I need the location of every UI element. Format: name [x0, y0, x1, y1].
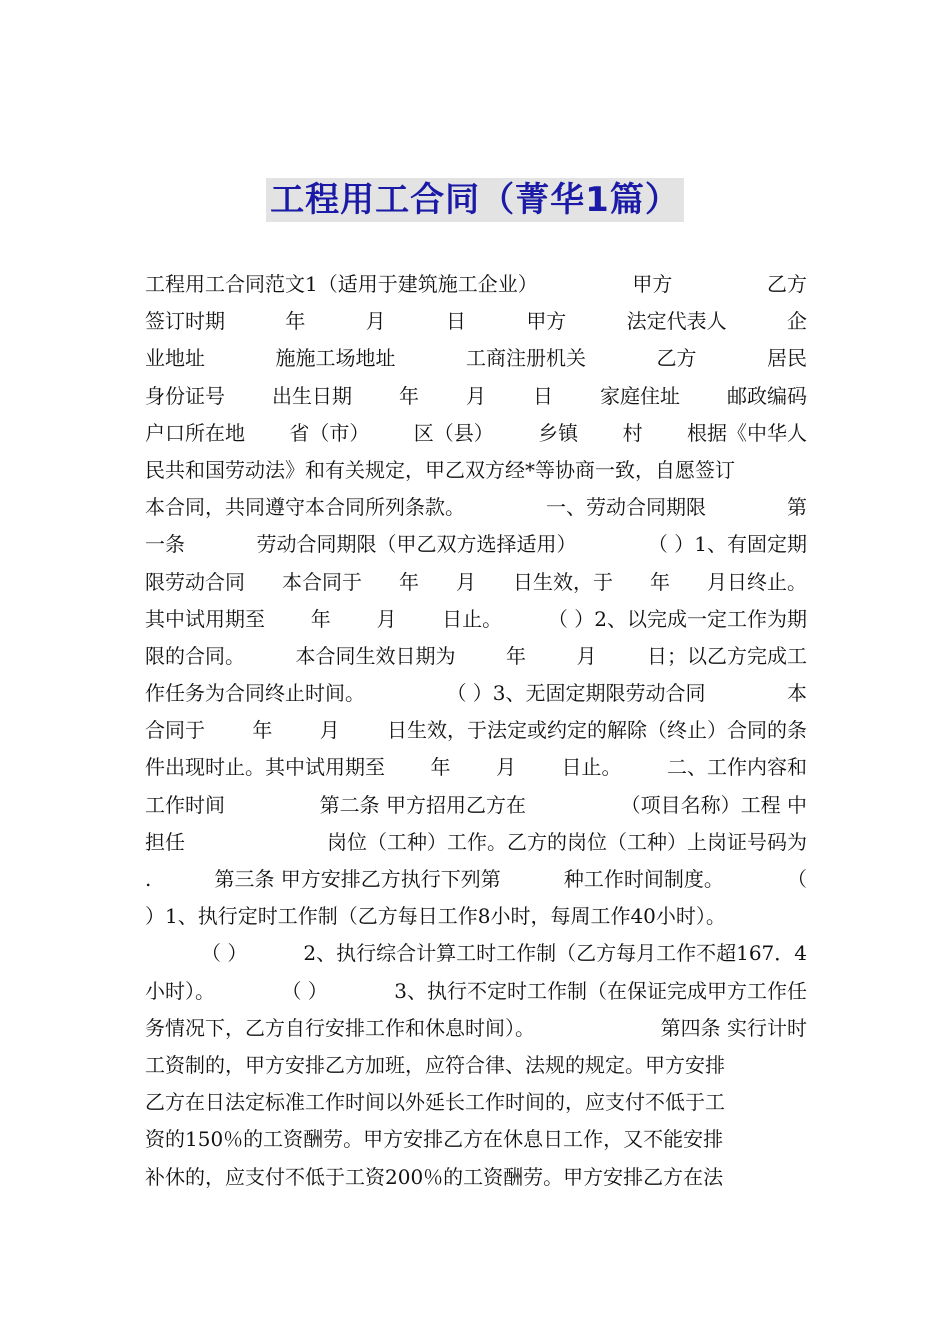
line-segment: 务情况下，乙方自行安排工作和休息时间）。	[145, 1015, 535, 1040]
line-segment: 劳动合同期限（甲乙双方选择适用）	[256, 532, 577, 557]
body-line	[145, 452, 807, 489]
body-line	[145, 415, 807, 452]
line-segment: 年	[506, 643, 526, 668]
line-segment: 日止。	[561, 755, 622, 780]
line-segment: （ ）1、有固定期	[647, 532, 807, 557]
line-segment: 甲方	[632, 272, 673, 296]
line-segment: 区（县）	[413, 420, 494, 445]
line-segment: 日；以乙方完成工	[647, 643, 807, 668]
line-segment: 签订时期	[145, 309, 225, 334]
line-segment: 乡镇	[538, 420, 579, 445]
body-line	[145, 749, 807, 786]
document-title: 工程用工合同（菁华1篇）	[266, 178, 684, 222]
body-line	[145, 340, 807, 377]
line-segment: 一、劳动合同期限	[546, 495, 706, 520]
body-line	[145, 898, 807, 935]
line-segment: 2、执行综合计算工时工作制（乙方每月工作不超167．4	[303, 941, 807, 966]
body-line	[145, 1121, 807, 1158]
body-line	[145, 1159, 807, 1196]
body-line	[145, 489, 807, 526]
body-line	[145, 787, 807, 824]
line-segment: 月	[376, 606, 397, 631]
line-segment: 乙方	[766, 272, 807, 296]
line-segment: 限的合同。	[145, 643, 245, 668]
line-segment: 工商注册机关	[466, 346, 586, 371]
body-line	[145, 861, 807, 898]
line-segment: 民共和国劳动法》和有关规定，甲乙双方经*等协商一致，自愿签订	[145, 457, 735, 482]
line-segment: 工作时间	[145, 792, 225, 817]
line-segment: 月	[365, 309, 386, 334]
line-segment: 年	[399, 383, 419, 408]
line-segment: 件出现时止。其中试用期至	[145, 755, 385, 780]
line-segment: 乙方在日法定标准工作时间以外延长工作时间的，应支付不低于工	[145, 1090, 725, 1115]
line-segment: 企	[786, 309, 807, 334]
line-segment: 日止。	[442, 606, 503, 631]
line-segment: 邮政编码	[727, 383, 807, 408]
line-segment: 身份证号	[145, 383, 225, 408]
line-segment: 作任务为合同终止时间。	[145, 681, 365, 706]
body-line	[145, 824, 807, 861]
line-segment: 月	[576, 643, 597, 668]
line-segment: 本合同于	[282, 569, 362, 594]
line-segment: 业地址	[145, 346, 205, 371]
body-line	[145, 601, 807, 638]
line-segment: 本合同生效日期为	[295, 643, 456, 668]
line-segment: 户口所在地	[145, 420, 245, 445]
body-line	[145, 675, 807, 712]
line-segment: 一条	[145, 532, 185, 557]
line-segment: 限劳动合同	[145, 569, 245, 594]
body-line	[145, 303, 807, 340]
line-segment: 工资制的，甲方安排乙方加班，应符合律、法规的规定。甲方安排	[145, 1052, 725, 1077]
body-line	[145, 935, 807, 972]
line-segment: 法定代表人	[626, 309, 727, 334]
line-segment: 根据《中华人	[686, 420, 807, 445]
line-segment: （ ）	[201, 941, 248, 966]
line-segment: 本	[787, 681, 807, 706]
body-line	[145, 564, 807, 601]
line-segment: ）1、执行定时工作制（乙方每日工作8小时，每周工作40小时）。	[145, 904, 726, 929]
line-segment: 日生效，于法定或约定的解除（终止）合同的条	[386, 718, 807, 743]
line-segment: 村	[622, 420, 643, 445]
line-segment: 月	[496, 755, 516, 780]
body-line	[145, 638, 807, 675]
line-segment: 年	[650, 569, 670, 594]
body-line	[145, 526, 807, 563]
line-segment: 担任	[145, 829, 185, 854]
line-segment: 甲方	[526, 309, 567, 334]
line-segment: 第三条 甲方安排乙方执行下列第	[214, 867, 501, 891]
line-segment: 第二条 甲方招用乙方在	[319, 792, 526, 817]
line-segment: 乙方	[656, 346, 697, 371]
line-segment: 年	[399, 569, 419, 594]
line-segment: 3、执行不定时工作制（在保证完成甲方工作任	[394, 978, 807, 1003]
document-body	[145, 266, 807, 1196]
line-segment: 资的150％的工资酬劳。甲方安排乙方在休息日工作，又不能安排	[145, 1127, 724, 1152]
line-segment: 年	[285, 309, 306, 334]
body-line	[145, 1047, 807, 1084]
line-segment: （ ）2、以完成一定工作为期	[547, 606, 807, 631]
body-line	[145, 712, 807, 749]
line-segment: 省（市）	[289, 420, 370, 445]
title-block	[0, 178, 950, 222]
line-segment: 本合同，共同遵守本合同所列条款。	[145, 495, 465, 520]
line-segment: 家庭住址	[600, 383, 680, 408]
line-segment: 二、工作内容和	[667, 755, 807, 780]
line-segment: 种工作时间制度。	[563, 867, 724, 891]
line-segment: .	[145, 867, 152, 891]
line-segment: 第四条 实行计时	[660, 1015, 807, 1040]
line-segment: 月	[466, 383, 486, 408]
line-segment: 年	[252, 718, 273, 743]
line-segment: 日	[533, 383, 553, 408]
body-line	[145, 266, 807, 303]
line-segment: 年	[430, 755, 451, 780]
line-segment: （ ）	[281, 978, 328, 1003]
line-segment: 月	[319, 718, 340, 743]
line-segment: 岗位（工种）工作。乙方的岗位（工种）上岗证号码为	[327, 829, 807, 854]
line-segment: 月日终止。	[707, 569, 807, 594]
line-segment: 居民	[767, 346, 807, 371]
body-line	[145, 973, 807, 1010]
line-segment: 合同于	[145, 718, 205, 743]
line-segment: 小时）。	[145, 978, 215, 1003]
line-segment: 工程用工合同范文1（适用于建筑施工企业）	[145, 272, 538, 296]
line-segment: 补休的，应支付不低于工资200％的工资酬劳。甲方安排乙方在法	[145, 1164, 724, 1189]
body-line	[145, 1010, 807, 1047]
line-segment: 其中试用期至	[145, 606, 265, 631]
line-segment: 施施工场地址	[275, 346, 396, 371]
body-line	[145, 378, 807, 415]
line-segment: 日生效，于	[513, 569, 613, 594]
line-segment: 月	[456, 569, 476, 594]
line-segment: 第	[787, 495, 807, 520]
line-segment: 年	[310, 606, 331, 631]
body-line	[145, 1084, 807, 1121]
line-segment: 日	[445, 309, 466, 334]
line-segment: （	[787, 867, 807, 891]
line-segment: 出生日期	[272, 383, 352, 408]
line-segment: （项目名称）工程 中	[620, 792, 807, 817]
line-segment: （ ）3、无固定期限劳动合同	[446, 681, 706, 706]
